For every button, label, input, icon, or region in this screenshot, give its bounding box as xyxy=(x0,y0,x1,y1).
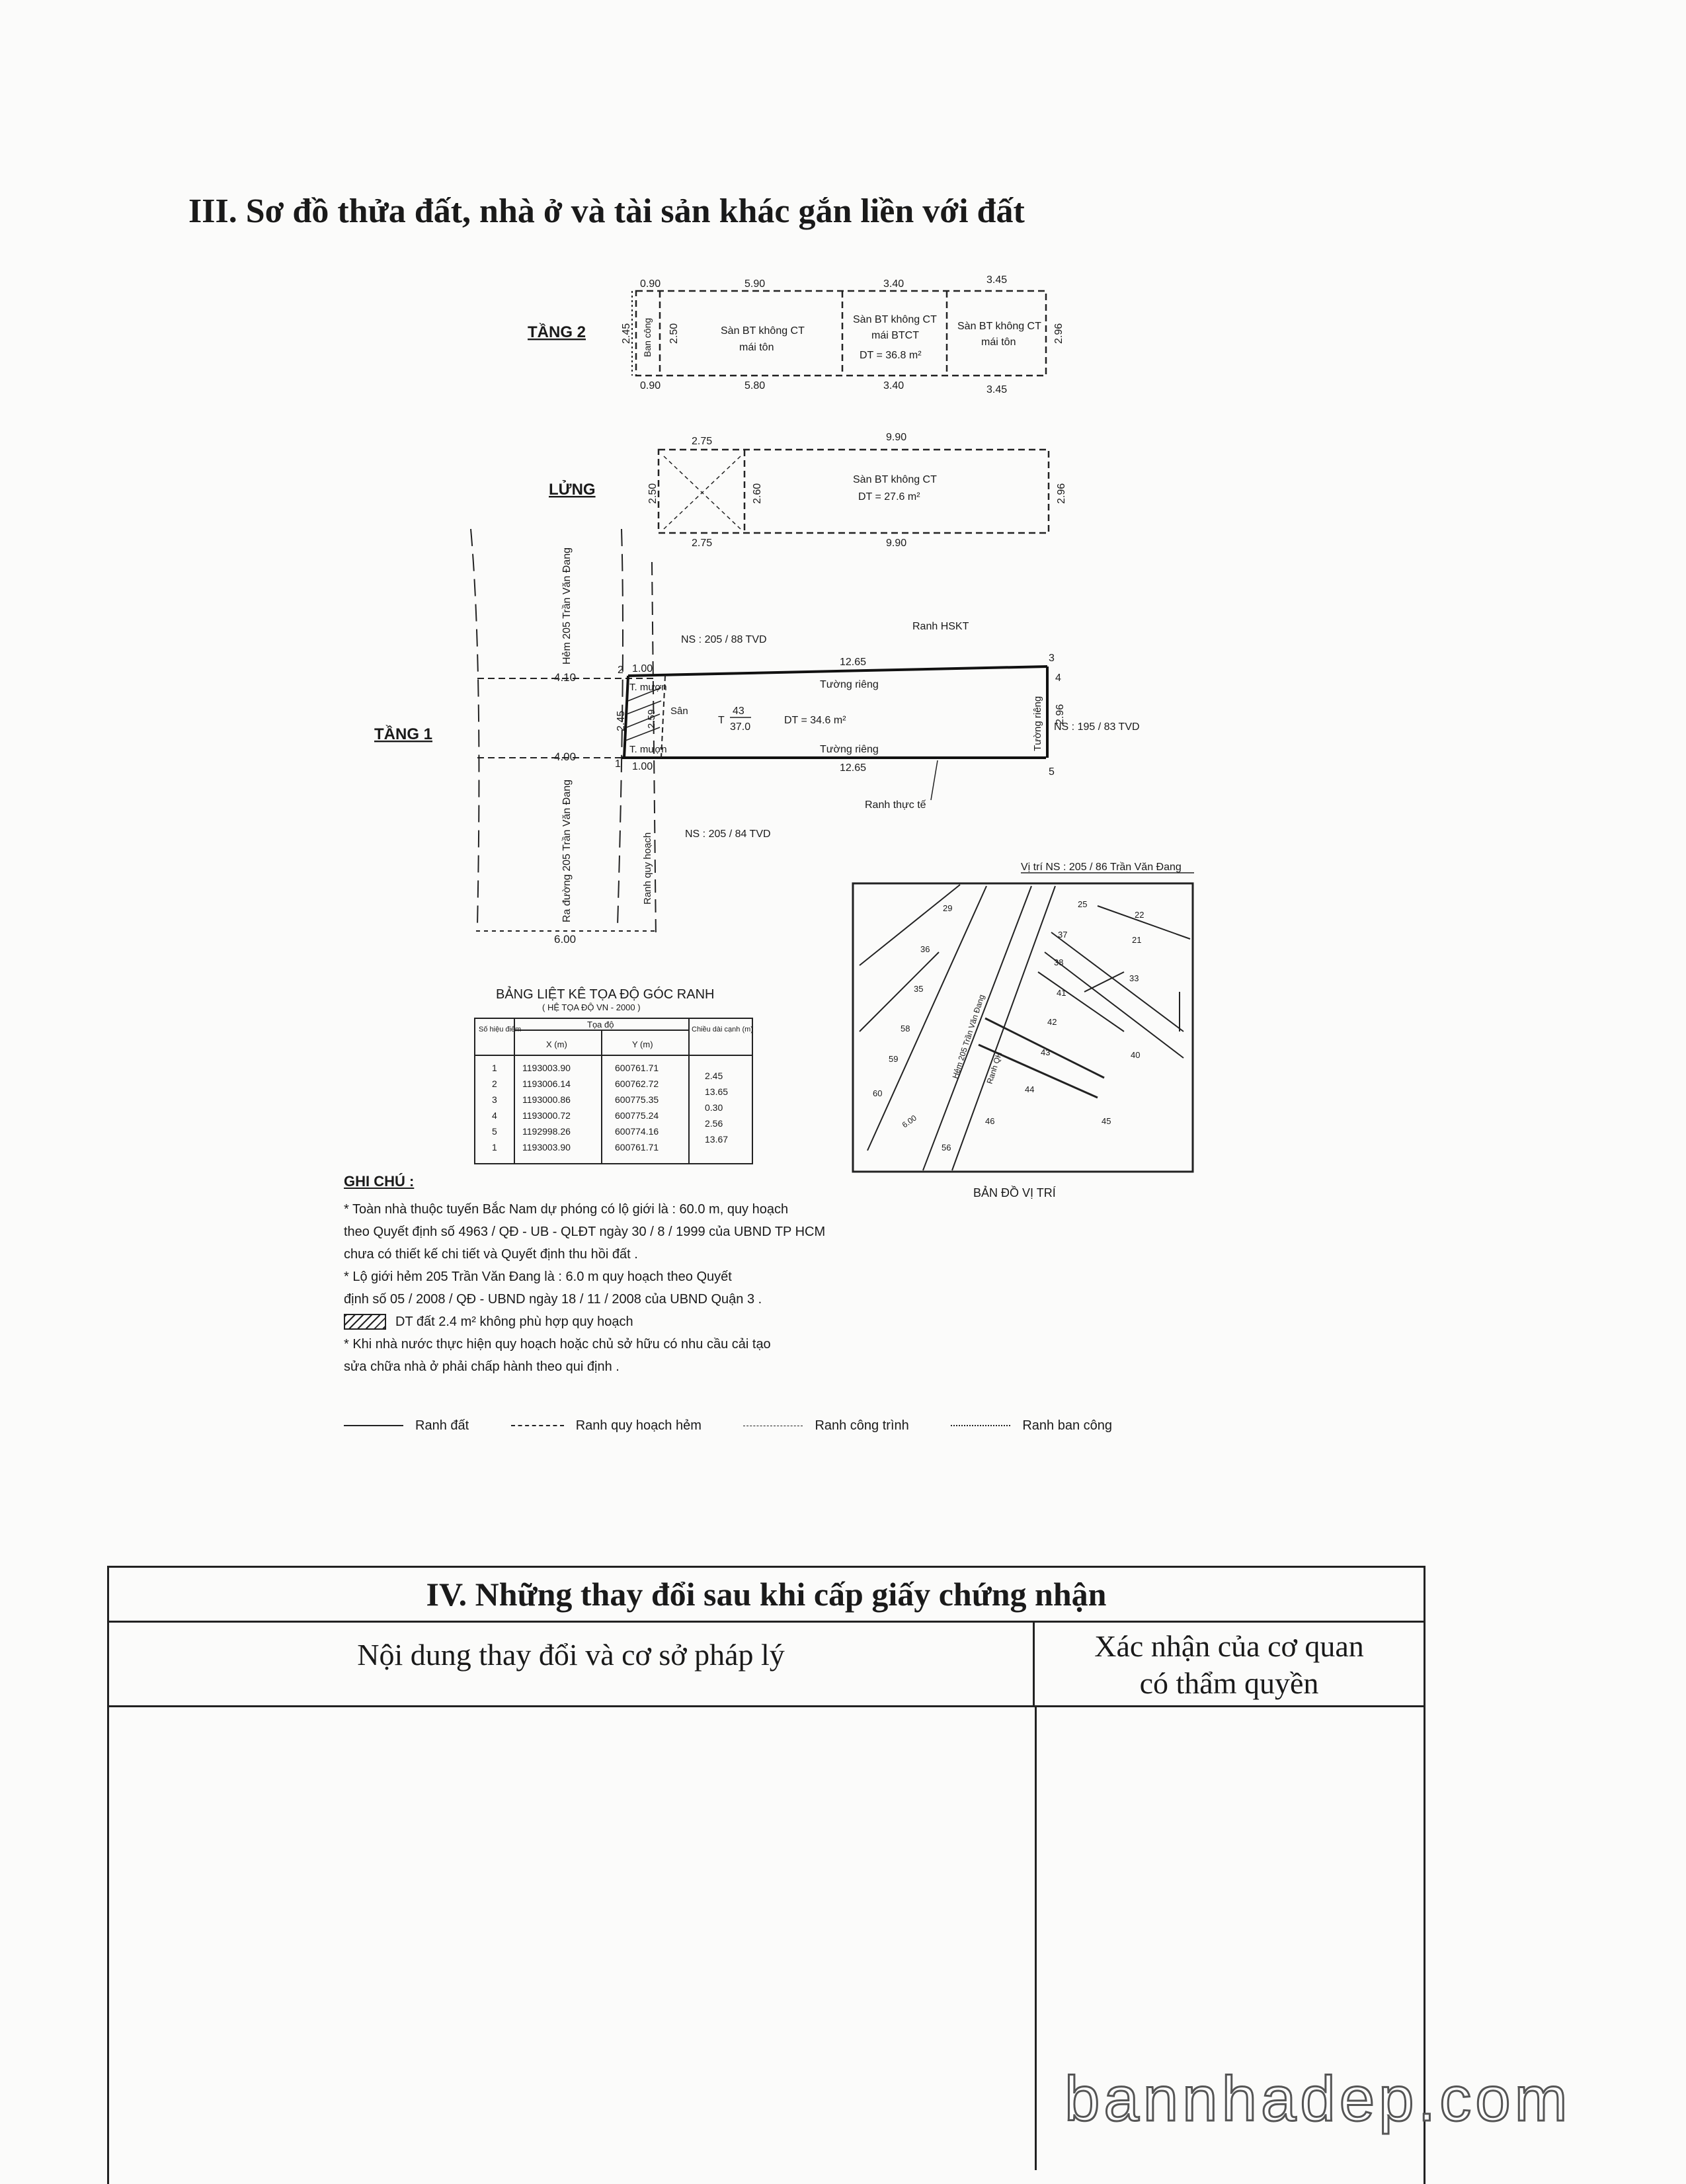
svg-text:NS : 205 / 88 TVD: NS : 205 / 88 TVD xyxy=(681,634,767,645)
svg-text:Ranh HSKT: Ranh HSKT xyxy=(912,621,969,632)
svg-text:600774.16: 600774.16 xyxy=(615,1126,659,1137)
svg-text:2.56: 2.56 xyxy=(705,1118,723,1129)
legend-ranh-cong-trinh: Ranh công trình xyxy=(743,1418,908,1434)
svg-text:12.65: 12.65 xyxy=(840,762,867,774)
svg-text:Hẻm 205 Trần Văn Đang: Hẻm 205 Trần Văn Đang xyxy=(561,547,573,665)
svg-text:3.40: 3.40 xyxy=(883,278,904,290)
svg-text:5: 5 xyxy=(1049,766,1055,778)
svg-text:T. mượn: T. mượn xyxy=(629,682,667,693)
svg-text:13.67: 13.67 xyxy=(705,1134,729,1145)
svg-text:2: 2 xyxy=(618,665,623,676)
svg-text:Sân: Sân xyxy=(670,706,688,717)
legend xyxy=(344,1415,1203,1434)
svg-text:5.80: 5.80 xyxy=(744,380,766,391)
svg-text:600761.71: 600761.71 xyxy=(615,1142,659,1153)
svg-text:NS : 195 / 83 TVD: NS : 195 / 83 TVD xyxy=(1054,721,1140,733)
svg-text:600775.35: 600775.35 xyxy=(615,1094,659,1105)
svg-text:2.45: 2.45 xyxy=(705,1071,723,1081)
svg-text:9.90: 9.90 xyxy=(886,538,907,549)
svg-text:5: 5 xyxy=(492,1126,497,1137)
svg-text:Ranh quy hoạch: Ranh quy hoạch xyxy=(642,832,653,905)
svg-text:1.00: 1.00 xyxy=(632,761,653,772)
svg-text:mái tôn: mái tôn xyxy=(981,337,1016,348)
svg-text:12.65: 12.65 xyxy=(840,657,867,668)
legend-ranh-qh-hem: Ranh quy hoạch hẻm xyxy=(511,1418,702,1434)
svg-text:56: 56 xyxy=(942,1143,951,1153)
svg-text:Ranh QH: Ranh QH xyxy=(984,1051,1004,1085)
svg-text:1193003.90: 1193003.90 xyxy=(522,1142,571,1153)
svg-text:1192998.26: 1192998.26 xyxy=(522,1126,571,1137)
svg-text:33: 33 xyxy=(1129,973,1139,983)
column-header-confirmation: Xác nhận của cơ quan có thẩm quyền xyxy=(1094,1629,1364,1700)
svg-text:2.59: 2.59 xyxy=(646,709,657,729)
svg-text:Tường riêng: Tường riêng xyxy=(1032,696,1043,751)
hatch-swatch xyxy=(344,1314,386,1330)
svg-text:Sàn BT không CT: Sàn BT không CT xyxy=(721,325,805,337)
svg-text:2.45: 2.45 xyxy=(621,323,632,344)
svg-text:Ranh thực tế: Ranh thực tế xyxy=(865,799,926,811)
svg-text:Hẻm 205 Trần Văn Đang: Hẻm 205 Trần Văn Đang xyxy=(950,993,986,1080)
svg-text:1193000.72: 1193000.72 xyxy=(522,1110,571,1121)
svg-text:9.90: 9.90 xyxy=(886,432,907,443)
svg-text:Chiều dài cạnh (m): Chiều dài cạnh (m) xyxy=(692,1026,753,1033)
svg-text:37.0: 37.0 xyxy=(730,721,751,733)
note-line: định số 05 / 2008 / QĐ - UBND ngày 18 / 11 / 2008 của UBND Quận 3 . xyxy=(344,1292,762,1307)
svg-text:4.10: 4.10 xyxy=(554,671,577,684)
note-line: * Khi nhà nước thực hiện quy hoạch hoặc chủ sở hữu có nhu cầu cải tạo xyxy=(344,1337,771,1352)
svg-text:38: 38 xyxy=(1054,957,1064,967)
note-line: sửa chữa nhà ở phải chấp hành theo qui định . xyxy=(344,1359,620,1374)
section-4-header-row xyxy=(109,1623,1424,1707)
svg-text:BẢNG LIỆT KÊ TỌA ĐỘ GÓC RANH: BẢNG LIỆT KÊ TỌA ĐỘ GÓC RANH xyxy=(496,987,715,1002)
svg-text:NS : 205 / 84 TVD: NS : 205 / 84 TVD xyxy=(685,829,771,840)
legend-ranh-ban-cong: Ranh ban công xyxy=(951,1418,1112,1434)
svg-text:2.75: 2.75 xyxy=(692,538,713,549)
note-line: * Lộ giới hẻm 205 Trần Văn Đang là : 6.0 m quy hoạch theo Quyết xyxy=(344,1270,732,1284)
svg-text:3.40: 3.40 xyxy=(883,380,904,391)
svg-text:45: 45 xyxy=(1102,1116,1111,1126)
svg-text:36: 36 xyxy=(920,944,930,954)
svg-text:6.00: 6.00 xyxy=(554,933,577,946)
svg-text:4: 4 xyxy=(492,1110,497,1121)
svg-text:4.00: 4.00 xyxy=(554,750,577,763)
svg-text:600762.72: 600762.72 xyxy=(615,1078,659,1089)
svg-text:0.90: 0.90 xyxy=(640,380,661,391)
svg-text:60: 60 xyxy=(873,1088,883,1098)
mezzanine-label: LỬNG xyxy=(549,481,596,499)
svg-text:Ra đường 205 Trần Văn Đang: Ra đường 205 Trần Văn Đang xyxy=(561,779,573,922)
svg-text:25: 25 xyxy=(1078,899,1088,909)
svg-text:Tường riêng: Tường riêng xyxy=(820,744,879,755)
svg-text:Sàn BT không CT: Sàn BT không CT xyxy=(853,314,937,325)
svg-text:43: 43 xyxy=(733,706,744,717)
svg-text:2.75: 2.75 xyxy=(692,436,713,447)
svg-text:35: 35 xyxy=(914,984,924,994)
svg-text:1.00: 1.00 xyxy=(632,663,653,674)
svg-text:37: 37 xyxy=(1058,930,1068,940)
svg-text:2: 2 xyxy=(492,1078,497,1089)
svg-text:Số hiệu điểm: Số hiệu điểm xyxy=(479,1026,522,1033)
svg-text:3: 3 xyxy=(1049,653,1055,664)
svg-text:1193000.86: 1193000.86 xyxy=(522,1094,571,1105)
svg-text:3: 3 xyxy=(492,1094,497,1105)
svg-text:0.90: 0.90 xyxy=(640,278,661,290)
note-line: chưa có thiết kế chi tiết và Quyết định thu hồi đất . xyxy=(344,1247,638,1262)
svg-text:Sàn BT không CT: Sàn BT không CT xyxy=(853,474,937,485)
svg-text:Y (m): Y (m) xyxy=(632,1039,653,1049)
svg-text:BẢN ĐỒ VỊ TRÍ: BẢN ĐỒ VỊ TRÍ xyxy=(973,1186,1056,1199)
svg-text:mái BTCT: mái BTCT xyxy=(871,330,919,341)
svg-text:59: 59 xyxy=(889,1054,899,1064)
svg-text:21: 21 xyxy=(1132,935,1142,945)
note-line-hatch: DT đất 2.4 m² không phù hợp quy hoạch xyxy=(344,1311,1203,1333)
svg-text:1193006.14: 1193006.14 xyxy=(522,1078,571,1089)
svg-text:DT = 36.8 m²: DT = 36.8 m² xyxy=(860,350,922,361)
svg-text:Tọa độ: Tọa độ xyxy=(587,1020,614,1030)
svg-text:2.50: 2.50 xyxy=(668,323,680,344)
svg-text:5.90: 5.90 xyxy=(744,278,766,290)
svg-text:6.00: 6.00 xyxy=(900,1113,918,1130)
floor1-label: TẦNG 1 xyxy=(374,725,433,743)
svg-text:2.96: 2.96 xyxy=(1055,704,1066,725)
svg-text:40: 40 xyxy=(1131,1050,1141,1060)
svg-text:58: 58 xyxy=(901,1024,910,1033)
svg-text:X (m): X (m) xyxy=(546,1039,567,1049)
svg-text:2.50: 2.50 xyxy=(647,483,659,504)
svg-text:2.96: 2.96 xyxy=(1056,483,1067,504)
notes-title: GHI CHÚ : xyxy=(344,1173,415,1190)
svg-text:1: 1 xyxy=(615,758,621,770)
note-line: theo Quyết định số 4963 / QĐ - UB - QLĐT ngày 30 / 8 / 1999 của UBND TP HCM xyxy=(344,1225,826,1239)
legend-ranh-dat: Ranh đất xyxy=(344,1418,469,1434)
svg-text:600775.24: 600775.24 xyxy=(615,1110,659,1121)
notes xyxy=(344,1170,1203,1378)
svg-text:3.45: 3.45 xyxy=(986,384,1008,395)
svg-text:44: 44 xyxy=(1025,1084,1035,1094)
svg-text:1: 1 xyxy=(492,1063,497,1073)
svg-text:T. mượn: T. mượn xyxy=(629,744,667,755)
svg-text:T: T xyxy=(718,715,725,726)
svg-text:43: 43 xyxy=(1041,1047,1051,1057)
svg-text:13.65: 13.65 xyxy=(705,1086,729,1097)
svg-text:46: 46 xyxy=(985,1116,995,1126)
svg-text:600761.71: 600761.71 xyxy=(615,1063,659,1073)
section-3-heading: III. Sơ đồ thửa đất, nhà ở và tài sản khác gắn liền với đất xyxy=(188,192,1025,230)
svg-text:42: 42 xyxy=(1047,1017,1057,1027)
svg-text:Ban công: Ban công xyxy=(642,317,653,357)
svg-text:41: 41 xyxy=(1057,988,1066,998)
svg-text:mái tôn: mái tôn xyxy=(739,342,774,353)
note-line: * Toàn nhà thuộc tuyến Bắc Nam dự phóng có lộ giới là : 60.0 m, quy hoạch xyxy=(344,1202,789,1217)
svg-text:DT = 34.6 m²: DT = 34.6 m² xyxy=(784,715,846,726)
svg-text:Tường riêng: Tường riêng xyxy=(820,679,879,690)
svg-text:4: 4 xyxy=(1055,672,1061,684)
svg-text:22: 22 xyxy=(1135,910,1144,920)
svg-text:2.96: 2.96 xyxy=(1053,323,1064,344)
column-header-changes: Nội dung thay đổi và cơ sở pháp lý xyxy=(109,1623,1035,1705)
svg-text:Vị trí NS : 205 / 86 Trần Văn: Vị trí NS : 205 / 86 Trần Văn Đang xyxy=(1021,862,1182,873)
svg-text:0.30: 0.30 xyxy=(705,1102,723,1113)
svg-text:Sàn BT không CT: Sàn BT không CT xyxy=(957,321,1041,332)
changes-cell xyxy=(109,1707,1037,2170)
svg-text:1: 1 xyxy=(492,1142,497,1153)
svg-text:3.45: 3.45 xyxy=(986,274,1008,286)
svg-text:2.60: 2.60 xyxy=(752,483,763,504)
svg-text:29: 29 xyxy=(943,903,953,913)
svg-text:1193003.90: 1193003.90 xyxy=(522,1063,571,1073)
svg-text:( HỆ TỌA ĐỘ VN - 2000 ): ( HỆ TỌA ĐỘ VN - 2000 ) xyxy=(542,1002,641,1012)
svg-text:2.45: 2.45 xyxy=(616,710,627,731)
floor2-label: TẦNG 2 xyxy=(528,323,586,341)
section-4-heading: IV. Những thay đổi sau khi cấp giấy chứng nhận xyxy=(109,1568,1424,1623)
svg-text:DT = 27.6 m²: DT = 27.6 m² xyxy=(858,491,920,503)
watermark: bannhadep.com xyxy=(1064,2064,1572,2134)
